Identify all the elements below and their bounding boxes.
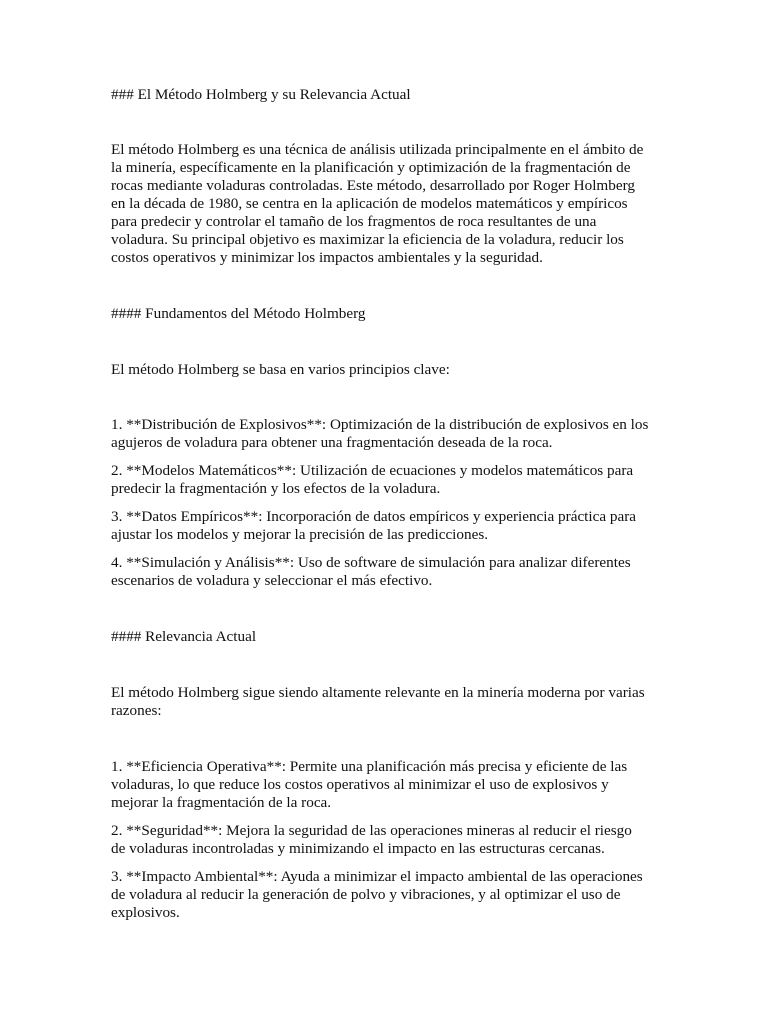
intro-line-1: El método Holmberg es una técnica de análisis utilizada principalmente en el ámbito de [111,141,644,158]
section1-item-4-line-1: 4. **Simulación y Análisis**: Uso de software de simulación para analizar diferentes [111,554,631,571]
section2-item-3-line-1: 3. **Impacto Ambiental**: Ayuda a minimizar el impacto ambiental de las operaciones [111,868,643,885]
section2-item-1-line-1: 1. **Eficiencia Operativa**: Permite una planificación más precisa y eficiente de las [111,758,628,775]
intro-line-5: para predecir y controlar el tamaño de los fragmentos de roca resultantes de una [111,213,597,230]
intro-line-3: rocas mediante voladuras controladas. Este método, desarrollado por Roger Holmberg [111,177,635,194]
section2-lead-line-1: El método Holmberg sigue siendo altamente relevante en la minería moderna por varias [111,684,645,701]
section1-item-1-line-2: agujeros de voladura para obtener una fragmentación deseada de la roca. [111,434,553,451]
section2-item-3-line-2: de voladura al reducir la generación de polvo y vibraciones, y al optimizar el uso de [111,886,621,903]
section2-item-2-line-1: 2. **Seguridad**: Mejora la seguridad de las operaciones mineras al reducir el riesgo [111,822,632,839]
intro-line-7: costos operativos y minimizar los impactos ambientales y la seguridad. [111,249,543,266]
section1-item-3-line-1: 3. **Datos Empíricos**: Incorporación de datos empíricos y experiencia práctica para [111,508,637,525]
section2-item-3-line-3: explosivos. [111,904,180,921]
section1-item-2-line-2: predecir la fragmentación y los efectos de la voladura. [111,480,441,497]
section2-item-1-line-3: mejorar la fragmentación de la roca. [111,794,332,811]
document-title: ### El Método Holmberg y su Relevancia Actual [111,86,411,103]
intro-line-2: la minería, específicamente en la planificación y optimización de la fragmentación de [111,159,631,176]
section-heading-relevancia: #### Relevancia Actual [111,628,257,645]
section1-item-3-line-2: ajustar los modelos y mejorar la precisión de las predicciones. [111,526,489,543]
intro-line-6: voladura. Su principal objetivo es maximizar la eficiencia de la voladura, reducir los [111,231,624,248]
section1-item-4-line-2: escenarios de voladura y seleccionar el más efectivo. [111,572,433,589]
intro-line-4: en la década de 1980, se centra en la aplicación de modelos matemáticos y empíricos [111,195,628,212]
section-heading-fundamentos: #### Fundamentos del Método Holmberg [111,305,366,322]
section2-item-2-line-2: de voladuras incontroladas y minimizando el impacto en las estructuras cercanas. [111,840,605,857]
section1-item-2-line-1: 2. **Modelos Matemáticos**: Utilización de ecuaciones y modelos matemáticos para [111,462,634,479]
section1-item-1-line-1: 1. **Distribución de Explosivos**: Optimización de la distribución de explosivos en los [111,416,649,433]
section2-lead-line-2: razones: [111,702,162,719]
section1-lead: El método Holmberg se basa en varios principios clave: [111,361,450,378]
section2-item-1-line-2: voladuras, lo que reduce los costos operativos al minimizar el uso de explosivos y [111,776,609,793]
